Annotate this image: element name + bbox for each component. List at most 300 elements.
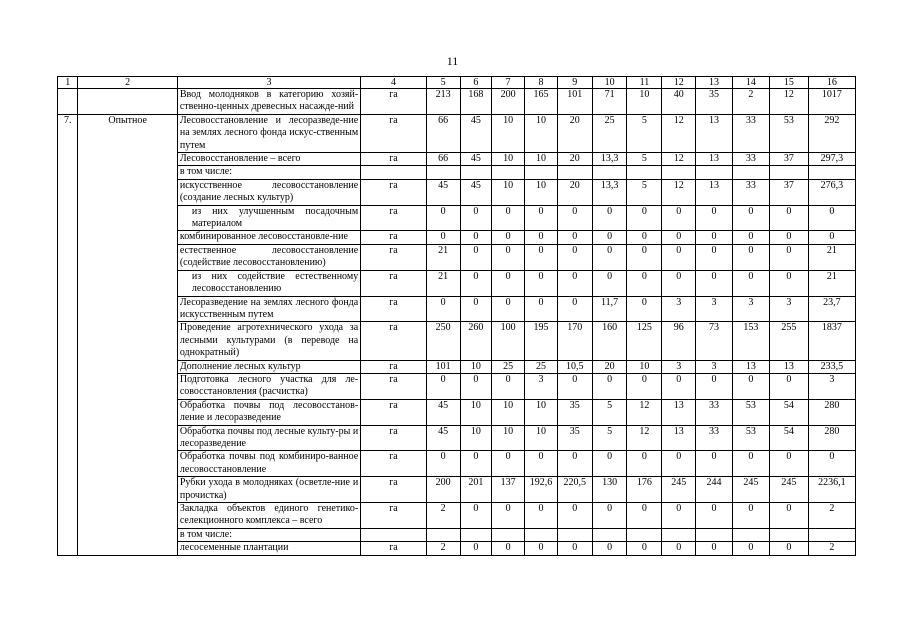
table-row [58,205,856,231]
column-header: 3 [177,77,360,89]
value-cell: 54 [769,425,808,451]
value-cell: 40 [662,89,696,115]
value-cell: 0 [460,296,492,322]
activity-description: комбинированное лесовосстановле-ние [177,231,360,244]
value-cell: 201 [460,477,492,503]
value-cell: 13 [696,114,733,152]
value-cell: 13 [732,360,769,373]
column-header: 10 [592,77,627,89]
activity-description: из них улучшенным посадочным материалом [177,205,360,231]
value-cell: 0 [769,503,808,529]
unit-cell: га [361,114,427,152]
total-cell: 280 [808,399,855,425]
value-cell: 12 [769,89,808,115]
value-cell: 3 [696,296,733,322]
unit-cell: га [361,477,427,503]
event-type-cell: Опытное [78,114,177,555]
value-cell: 0 [426,205,460,231]
table-row [58,425,856,451]
value-cell: 33 [732,153,769,166]
value-cell: 0 [732,451,769,477]
total-cell: 292 [808,114,855,152]
column-header: 4 [361,77,427,89]
column-header: 2 [78,77,177,89]
value-cell: 0 [426,451,460,477]
value-cell: 0 [627,373,662,399]
table-row [58,89,856,115]
value-cell [525,528,558,541]
value-cell [696,166,733,179]
value-cell: 13 [696,153,733,166]
value-cell: 0 [696,244,733,270]
value-cell: 0 [627,231,662,244]
value-cell: 12 [627,399,662,425]
value-cell: 0 [696,270,733,296]
value-cell: 2 [426,542,460,555]
value-cell [557,166,592,179]
value-cell: 0 [525,244,558,270]
value-cell: 153 [732,322,769,360]
value-cell: 10,5 [557,360,592,373]
value-cell: 3 [662,296,696,322]
value-cell: 0 [557,373,592,399]
value-cell: 0 [627,270,662,296]
value-cell: 20 [557,114,592,152]
value-cell: 0 [592,231,627,244]
unit-cell [361,528,427,541]
activity-description: Лесоразведение на землях лесного фонда искусственным путем [177,296,360,322]
column-header: 8 [525,77,558,89]
value-cell: 53 [769,114,808,152]
value-cell: 0 [696,373,733,399]
value-cell: 53 [732,425,769,451]
total-cell: 1017 [808,89,855,115]
value-cell: 0 [627,451,662,477]
table-row [58,528,856,541]
value-cell: 0 [592,373,627,399]
table-row [58,231,856,244]
value-cell: 0 [557,244,592,270]
value-cell: 176 [627,477,662,503]
value-cell: 0 [696,503,733,529]
activity-description: Обработка почвы под лесные культу-ры и лесоразведение [177,425,360,451]
value-cell: 250 [426,322,460,360]
value-cell: 0 [460,503,492,529]
value-cell: 35 [557,425,592,451]
total-cell: 0 [808,231,855,244]
value-cell: 5 [627,114,662,152]
value-cell [460,166,492,179]
value-cell: 45 [460,114,492,152]
unit-cell: га [361,542,427,555]
activity-description: Закладка объектов единого генетико-селекционного комплекса – всего [177,503,360,529]
value-cell: 5 [592,425,627,451]
activity-description: из них содействие естественному лесовосстановлению [177,270,360,296]
activity-description: Лесовосстановление и лесоразведе-ние на землях лесного фонда искус-ственным путем [177,114,360,152]
column-header: 16 [808,77,855,89]
value-cell: 0 [662,231,696,244]
unit-cell: га [361,399,427,425]
table-row [58,322,856,360]
value-cell: 10 [492,114,525,152]
column-header: 1 [58,77,78,89]
value-cell: 0 [460,244,492,270]
unit-cell: га [361,205,427,231]
value-cell [426,166,460,179]
value-cell: 0 [592,244,627,270]
value-cell: 0 [696,542,733,555]
value-cell [627,528,662,541]
value-cell: 45 [426,179,460,205]
value-cell: 130 [592,477,627,503]
table-row [58,503,856,529]
value-cell: 0 [557,503,592,529]
value-cell: 0 [732,373,769,399]
value-cell: 0 [769,270,808,296]
value-cell: 0 [627,244,662,270]
activity-description: Обработка почвы под комбиниро-ванное лесовосстановление [177,451,360,477]
value-cell [732,528,769,541]
value-cell: 0 [627,542,662,555]
value-cell: 0 [627,296,662,322]
column-header: 14 [732,77,769,89]
value-cell: 3 [662,360,696,373]
value-cell: 0 [525,503,558,529]
value-cell: 20 [557,179,592,205]
value-cell [492,166,525,179]
total-cell: 3 [808,373,855,399]
unit-cell: га [361,244,427,270]
value-cell: 10 [525,114,558,152]
value-cell: 0 [492,270,525,296]
value-cell: 0 [492,296,525,322]
table-row [58,153,856,166]
column-header: 9 [557,77,592,89]
value-cell: 45 [426,399,460,425]
value-cell: 0 [492,542,525,555]
value-cell [769,528,808,541]
activity-description: Подготовка лесного участка для ле-совосстановления (расчистка) [177,373,360,399]
value-cell: 0 [592,270,627,296]
value-cell: 0 [769,231,808,244]
value-cell: 0 [460,542,492,555]
activity-description: Рубки ухода в молодняках (осветле-ние и прочистка) [177,477,360,503]
unit-cell: га [361,425,427,451]
value-cell: 10 [525,179,558,205]
column-header: 13 [696,77,733,89]
value-cell: 0 [662,205,696,231]
unit-cell [361,166,427,179]
value-cell [426,528,460,541]
value-cell: 0 [696,231,733,244]
total-cell [808,166,855,179]
value-cell: 245 [769,477,808,503]
value-cell: 200 [426,477,460,503]
value-cell: 0 [492,244,525,270]
value-cell: 20 [592,360,627,373]
value-cell: 260 [460,322,492,360]
value-cell: 0 [492,205,525,231]
value-cell: 0 [627,205,662,231]
activity-description: в том числе: [177,166,360,179]
value-cell [525,166,558,179]
value-cell: 2 [732,89,769,115]
total-cell: 276,3 [808,179,855,205]
value-cell: 66 [426,153,460,166]
value-cell: 0 [492,503,525,529]
value-cell: 0 [662,503,696,529]
total-cell: 280 [808,425,855,451]
table-row [58,179,856,205]
value-cell: 0 [732,231,769,244]
table-row [58,542,856,555]
value-cell: 53 [732,399,769,425]
total-cell: 2236,1 [808,477,855,503]
value-cell: 10 [525,399,558,425]
value-cell: 0 [557,231,592,244]
value-cell: 0 [769,542,808,555]
value-cell: 20 [557,153,592,166]
value-cell: 0 [557,451,592,477]
value-cell [662,166,696,179]
value-cell: 0 [426,373,460,399]
value-cell: 45 [460,179,492,205]
value-cell: 45 [426,425,460,451]
total-cell: 2 [808,503,855,529]
value-cell: 200 [492,89,525,115]
value-cell: 0 [460,451,492,477]
total-cell: 0 [808,205,855,231]
value-cell: 160 [592,322,627,360]
value-cell: 0 [732,244,769,270]
unit-cell: га [361,373,427,399]
value-cell: 0 [525,542,558,555]
value-cell: 0 [460,205,492,231]
total-cell: 21 [808,244,855,270]
value-cell: 37 [769,179,808,205]
value-cell: 10 [627,360,662,373]
value-cell: 0 [426,231,460,244]
unit-cell: га [361,153,427,166]
forest-plan-table [57,76,856,556]
value-cell: 0 [592,503,627,529]
event-type-cell [78,89,177,115]
total-cell: 21 [808,270,855,296]
value-cell: 0 [492,451,525,477]
value-cell: 10 [492,425,525,451]
value-cell: 0 [696,451,733,477]
unit-cell: га [361,296,427,322]
total-cell: 233,5 [808,360,855,373]
value-cell: 21 [426,270,460,296]
value-cell: 12 [662,179,696,205]
value-cell: 0 [662,373,696,399]
value-cell: 12 [662,114,696,152]
total-cell [808,528,855,541]
value-cell: 192,6 [525,477,558,503]
value-cell: 54 [769,399,808,425]
value-cell: 5 [627,179,662,205]
value-cell: 10 [525,153,558,166]
value-cell: 13 [662,399,696,425]
value-cell: 195 [525,322,558,360]
total-cell: 23,7 [808,296,855,322]
column-header: 15 [769,77,808,89]
unit-cell: га [361,322,427,360]
value-cell: 71 [592,89,627,115]
value-cell: 0 [525,451,558,477]
value-cell: 0 [732,270,769,296]
value-cell: 0 [525,270,558,296]
value-cell: 245 [662,477,696,503]
value-cell [696,528,733,541]
value-cell: 100 [492,322,525,360]
value-cell: 10 [492,153,525,166]
unit-cell: га [361,231,427,244]
value-cell: 3 [769,296,808,322]
value-cell: 13 [769,360,808,373]
value-cell: 13,3 [592,153,627,166]
column-header: 12 [662,77,696,89]
value-cell: 10 [525,425,558,451]
value-cell: 0 [769,205,808,231]
value-cell: 35 [557,399,592,425]
value-cell: 213 [426,89,460,115]
table-row [58,399,856,425]
value-cell: 10 [460,425,492,451]
table-row [58,477,856,503]
value-cell: 0 [732,205,769,231]
value-cell [627,166,662,179]
value-cell: 3 [525,373,558,399]
value-cell: 0 [769,373,808,399]
value-cell: 21 [426,244,460,270]
column-header: 11 [627,77,662,89]
value-cell: 101 [557,89,592,115]
value-cell: 45 [460,153,492,166]
table-row [58,114,856,152]
value-cell: 33 [696,425,733,451]
unit-cell: га [361,179,427,205]
value-cell: 0 [557,542,592,555]
value-cell: 0 [592,451,627,477]
total-cell: 297,3 [808,153,855,166]
value-cell: 0 [662,451,696,477]
value-cell [460,528,492,541]
value-cell: 10 [460,399,492,425]
activity-description: Лесовосстановление – всего [177,153,360,166]
activity-description: Дополнение лесных культур [177,360,360,373]
value-cell: 0 [592,542,627,555]
total-cell: 1837 [808,322,855,360]
value-cell: 0 [426,296,460,322]
value-cell: 0 [627,503,662,529]
value-cell: 13 [696,179,733,205]
activity-description: Обработка почвы под лесовосстанов-ление и лесоразведение [177,399,360,425]
value-cell [557,528,592,541]
value-cell: 137 [492,477,525,503]
table-row [58,244,856,270]
value-cell: 11,7 [592,296,627,322]
value-cell: 12 [662,153,696,166]
value-cell: 12 [627,425,662,451]
value-cell: 0 [557,296,592,322]
unit-cell: га [361,451,427,477]
value-cell: 33 [732,179,769,205]
value-cell: 0 [662,244,696,270]
table-row [58,270,856,296]
value-cell: 165 [525,89,558,115]
value-cell: 244 [696,477,733,503]
value-cell: 13 [662,425,696,451]
activity-description: естественное лесовосстановление (содействие лесовосстановлению) [177,244,360,270]
value-cell: 168 [460,89,492,115]
row-number-cell: 7. [58,114,78,555]
value-cell: 0 [525,296,558,322]
value-cell: 0 [696,205,733,231]
value-cell: 0 [525,231,558,244]
value-cell [492,528,525,541]
column-header: 6 [460,77,492,89]
value-cell: 3 [696,360,733,373]
value-cell [662,528,696,541]
value-cell [592,528,627,541]
value-cell: 0 [732,503,769,529]
table-row [58,451,856,477]
value-cell [592,166,627,179]
unit-cell: га [361,360,427,373]
value-cell: 0 [492,373,525,399]
activity-description: Ввод молодняков в категорию хозяй-ственно-ценных древесных насажде-ний [177,89,360,115]
page-number: 11 [446,54,459,68]
column-header: 7 [492,77,525,89]
activity-description: в том числе: [177,528,360,541]
total-cell: 0 [808,451,855,477]
table-row [58,373,856,399]
value-cell: 0 [492,231,525,244]
value-cell: 5 [627,153,662,166]
value-cell [732,166,769,179]
value-cell: 96 [662,322,696,360]
activity-description: Проведение агротехнического ухода за лесными культурами (в переводе на однократный) [177,322,360,360]
unit-cell: га [361,270,427,296]
value-cell: 10 [627,89,662,115]
table-row [58,360,856,373]
value-cell: 10 [460,360,492,373]
value-cell: 0 [732,542,769,555]
value-cell: 0 [592,205,627,231]
value-cell: 10 [492,399,525,425]
value-cell: 170 [557,322,592,360]
table-row [58,166,856,179]
value-cell: 73 [696,322,733,360]
table-header-row [58,77,856,89]
value-cell: 0 [460,373,492,399]
value-cell: 0 [557,205,592,231]
value-cell: 66 [426,114,460,152]
value-cell: 125 [627,322,662,360]
value-cell: 33 [696,399,733,425]
value-cell: 101 [426,360,460,373]
value-cell: 0 [460,231,492,244]
value-cell: 0 [769,244,808,270]
value-cell: 2 [426,503,460,529]
value-cell: 0 [662,270,696,296]
value-cell: 13,3 [592,179,627,205]
value-cell: 0 [769,451,808,477]
unit-cell: га [361,503,427,529]
value-cell: 0 [460,270,492,296]
